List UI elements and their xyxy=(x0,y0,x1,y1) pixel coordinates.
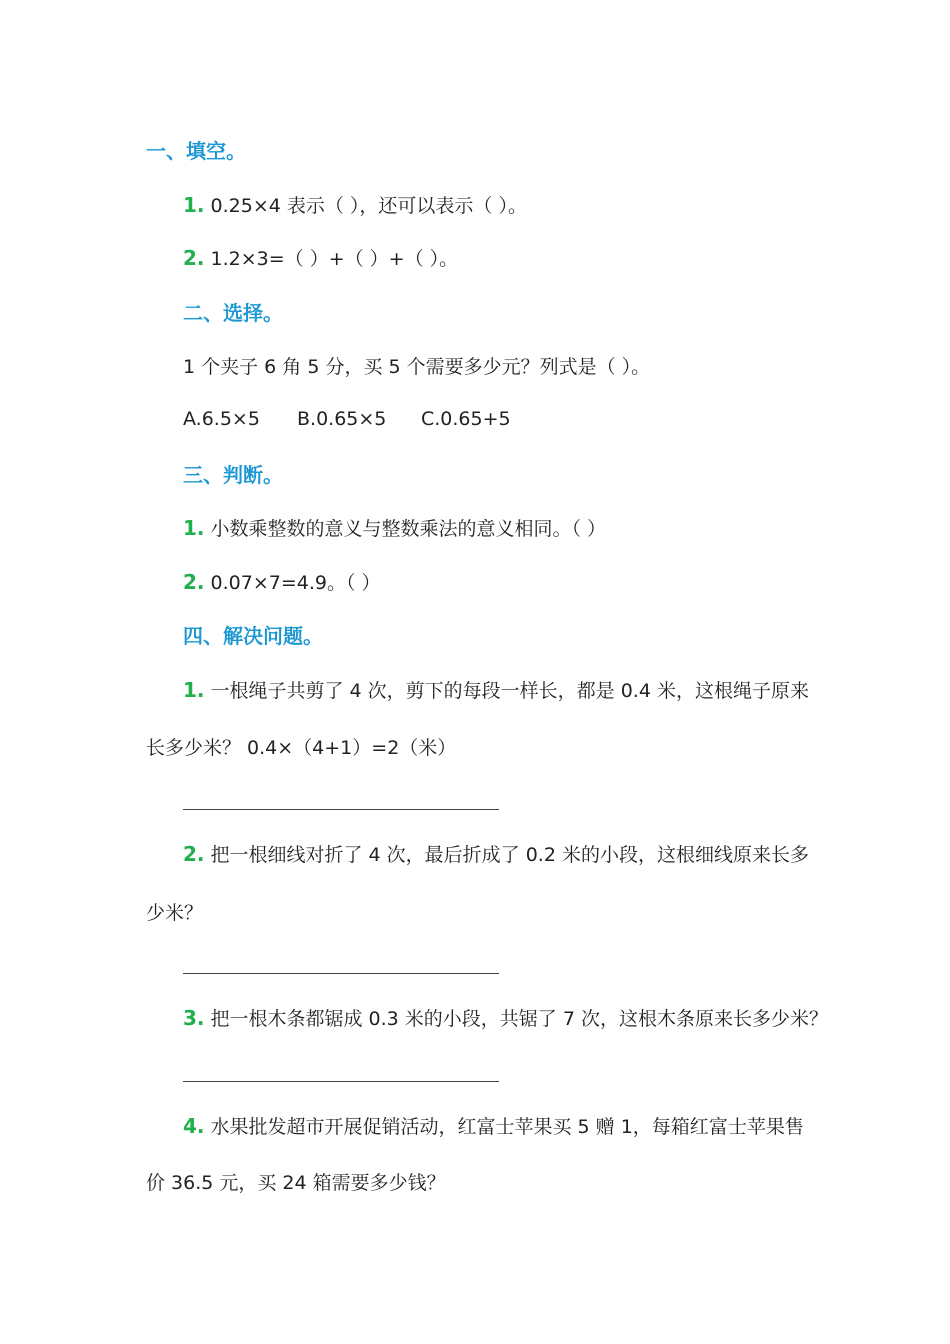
section-title-fill: 一、填空。 xyxy=(146,139,246,163)
section-title-judge: 三、判断。 xyxy=(183,463,283,487)
question-text: 水果批发超市开展促销活动，红富士苹果买 5 赠 1，每箱红富士苹果售 xyxy=(210,1116,804,1138)
question-number: 2. xyxy=(183,570,205,594)
solve-question-1 xyxy=(183,677,809,704)
solve-question-1-continuation: 长多少米？ 0.4×（4+1）=2（米） xyxy=(146,737,457,759)
solve-question-4-continuation: 价 36.5 元，买 24 箱需要多少钱？ xyxy=(146,1172,446,1194)
judge-question-1 xyxy=(183,515,606,542)
answer-line xyxy=(183,1081,499,1082)
question-number: 4. xyxy=(183,1114,205,1138)
judge-question-2 xyxy=(183,569,381,596)
question-text: 1.2×3=（ ）+（ ）+（ ）。 xyxy=(210,248,459,270)
question-number: 1. xyxy=(183,678,205,702)
section-title-choice: 二、选择。 xyxy=(183,301,283,325)
question-number: 1. xyxy=(183,516,205,540)
question-text: 把一根细线对折了 4 次，最后折成了 0.2 米的小段，这根细线原来长多 xyxy=(210,844,809,866)
question-number: 2. xyxy=(183,246,205,270)
question-number: 2. xyxy=(183,842,205,866)
choice-question: 1 个夹子 6 角 5 分，买 5 个需要多少元？列式是（ ）。 xyxy=(183,356,651,378)
fill-question-1 xyxy=(183,192,527,219)
solve-question-4 xyxy=(183,1113,804,1140)
question-text: 小数乘整数的意义与整数乘法的意义相同。（ ） xyxy=(210,518,607,540)
answer-line xyxy=(183,973,499,974)
solve-question-2-continuation: 少米？ xyxy=(146,902,204,924)
answer-line xyxy=(183,809,499,810)
option-c: C.0.65+5 xyxy=(421,408,511,430)
solve-question-3 xyxy=(183,1005,828,1032)
question-text: 一根绳子共剪了 4 次，剪下的每段一样长，都是 0.4 米，这根绳子原来 xyxy=(210,680,809,702)
option-b: B.0.65×5 xyxy=(297,408,387,430)
question-text: 把一根木条都锯成 0.3 米的小段，共锯了 7 次，这根木条原来长多少米？ xyxy=(210,1008,828,1030)
option-a: A.6.5×5 xyxy=(183,408,260,430)
question-text: 0.25×4 表示（ ），还可以表示（ ）。 xyxy=(210,195,527,217)
fill-question-2 xyxy=(183,245,458,272)
section-title-solve: 四、解决问题。 xyxy=(183,624,323,648)
question-text: 0.07×7=4.9。（ ） xyxy=(210,572,381,594)
question-number: 1. xyxy=(183,193,205,217)
solve-question-2 xyxy=(183,841,809,868)
question-number: 3. xyxy=(183,1006,205,1030)
